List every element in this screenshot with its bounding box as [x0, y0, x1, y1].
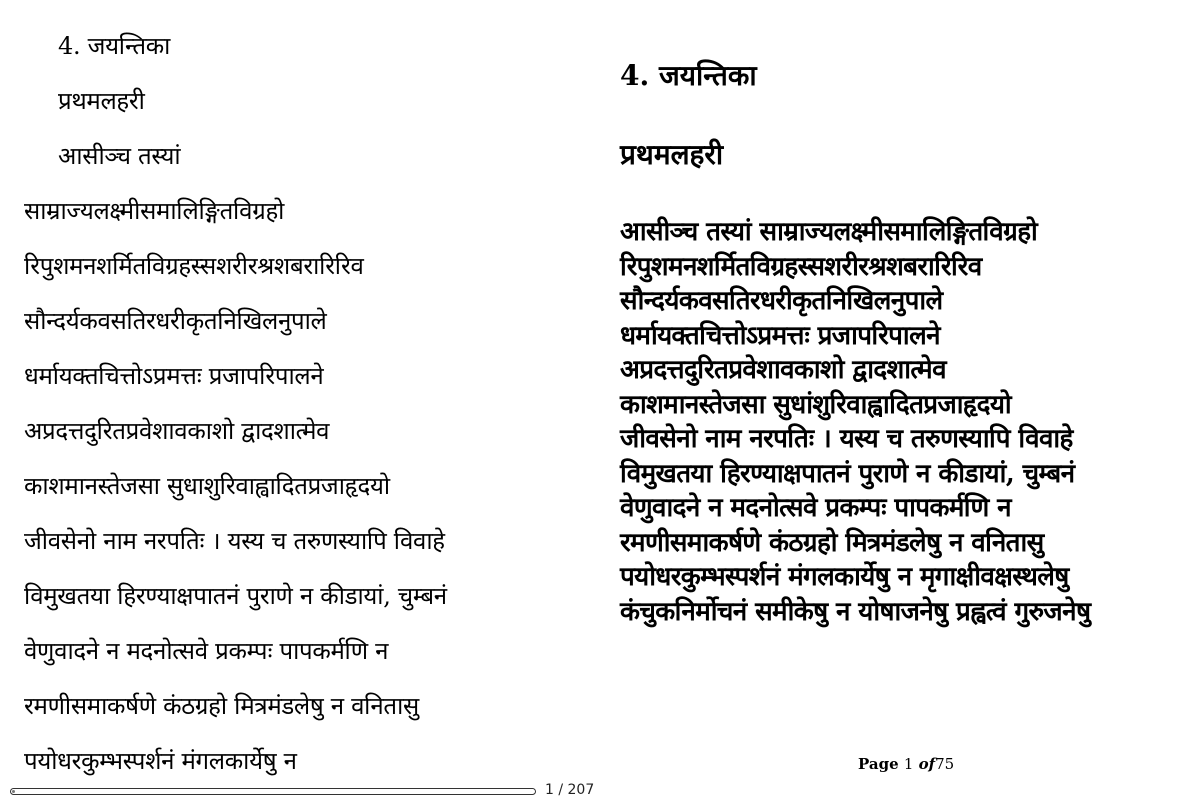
right-pdf-pane [600, 0, 1200, 800]
section-heading: प्रथमलहरी [58, 87, 145, 115]
text-line: काशमानस्तेजसा सुधांशुरिवाह्वादितप्रजाहृदयो [620, 389, 1012, 420]
page-title: 4. जयन्तिका [620, 59, 757, 92]
text-line: धर्मायक्तचित्तोऽप्रमत्तः प्रजापरिपालने [620, 320, 940, 351]
text-line: रिपुशमनशर्मितविग्रहस्सशरीरश्रशबरारिरिव [620, 251, 982, 282]
text-line: रिपुशमनशर्मितविग्रहस्सशरीरश्रशबरारिरिव [24, 252, 364, 280]
page-body [620, 215, 1090, 629]
reading-progress-bar[interactable] [10, 788, 536, 795]
text-line: अप्रदत्तदुरितप्रवेशावकाशो द्वादशात्मेव [620, 355, 946, 385]
page-counter: 1 / 207 [545, 782, 595, 798]
text-line: जीवसेनो नाम नरपतिः । यस्य च तरुणस्यापि विवाहे [24, 527, 445, 555]
page-footer [858, 755, 954, 773]
text-line: विमुखतया हिरण्याक्षपातनं पुराणे न कीडायां, चुम्बनं [620, 458, 1075, 489]
text-line: पयोधरकुम्भस्पर्शनं मंगलकार्येषु न [24, 747, 297, 775]
text-line: साम्राज्यलक्ष्मीसमालिङ्गितविग्रहो [24, 197, 285, 225]
page-number: 1 [903, 755, 914, 773]
text-line: सौन्दर्यकवसतिरधरीकृतनिखिलनुपाले [24, 307, 327, 335]
text-line: काशमानस्तेजसा सुधाशुरिवाह्वादितप्रजाहृदयो [24, 472, 390, 500]
text-line: आसीञ्च तस्यां [58, 142, 181, 170]
text-line: जीवसेनो नाम नरपतिः । यस्य च तरुणस्यापि विवाहे [620, 424, 1073, 454]
text-line: सौन्दर्यकवसतिरधरीकृतनिखिलनुपाले [620, 286, 943, 316]
chapter-heading: 4. जयन्तिका [58, 32, 171, 60]
text-line: अप्रदत्तदुरितप्रवेशावकाशो द्वादशात्मेव [24, 417, 330, 445]
section-heading: प्रथमलहरी [620, 138, 724, 171]
page-label: Page [858, 755, 899, 773]
total-pages: 75 [935, 755, 955, 773]
text-line: धर्मायक्तचित्तोऽप्रमत्तः प्रजापरिपालने [24, 362, 324, 390]
text-line: वेणुवादने न मदनोत्सवे प्रकम्पः पापकर्मणि न [620, 493, 1011, 523]
text-line: आसीञ्च तस्यां साम्राज्यलक्ष्मीसमालिङ्गितविग्रहो [620, 217, 1038, 247]
of-label: of [918, 755, 936, 773]
text-line: विमुखतया हिरण्याक्षपातनं पुराणे न कीडायां, चुम्बनं [24, 582, 447, 610]
text-line: रमणीसमाकर्षणे कंठग्रहो मित्रमंडलेषु न वनितासु [620, 527, 1044, 558]
text-line: वेणुवादने न मदनोत्सवे प्रकम्पः पापकर्मणि न [24, 637, 389, 665]
reading-progress-fill [12, 790, 15, 793]
text-line: कंचुकनिर्मोचनं समीकेषु न योषाजनेषु प्रह्वत्वं गुरुजनेषु [620, 596, 1091, 627]
text-line: रमणीसमाकर्षणे कंठग्रहो मित्रमंडलेषु न वनितासु [24, 692, 419, 720]
text-line: पयोधरकुम्भस्पर्शनं मंगलकार्येषु न मृगाक्षीवक्षस्थलेषु [620, 562, 1069, 592]
